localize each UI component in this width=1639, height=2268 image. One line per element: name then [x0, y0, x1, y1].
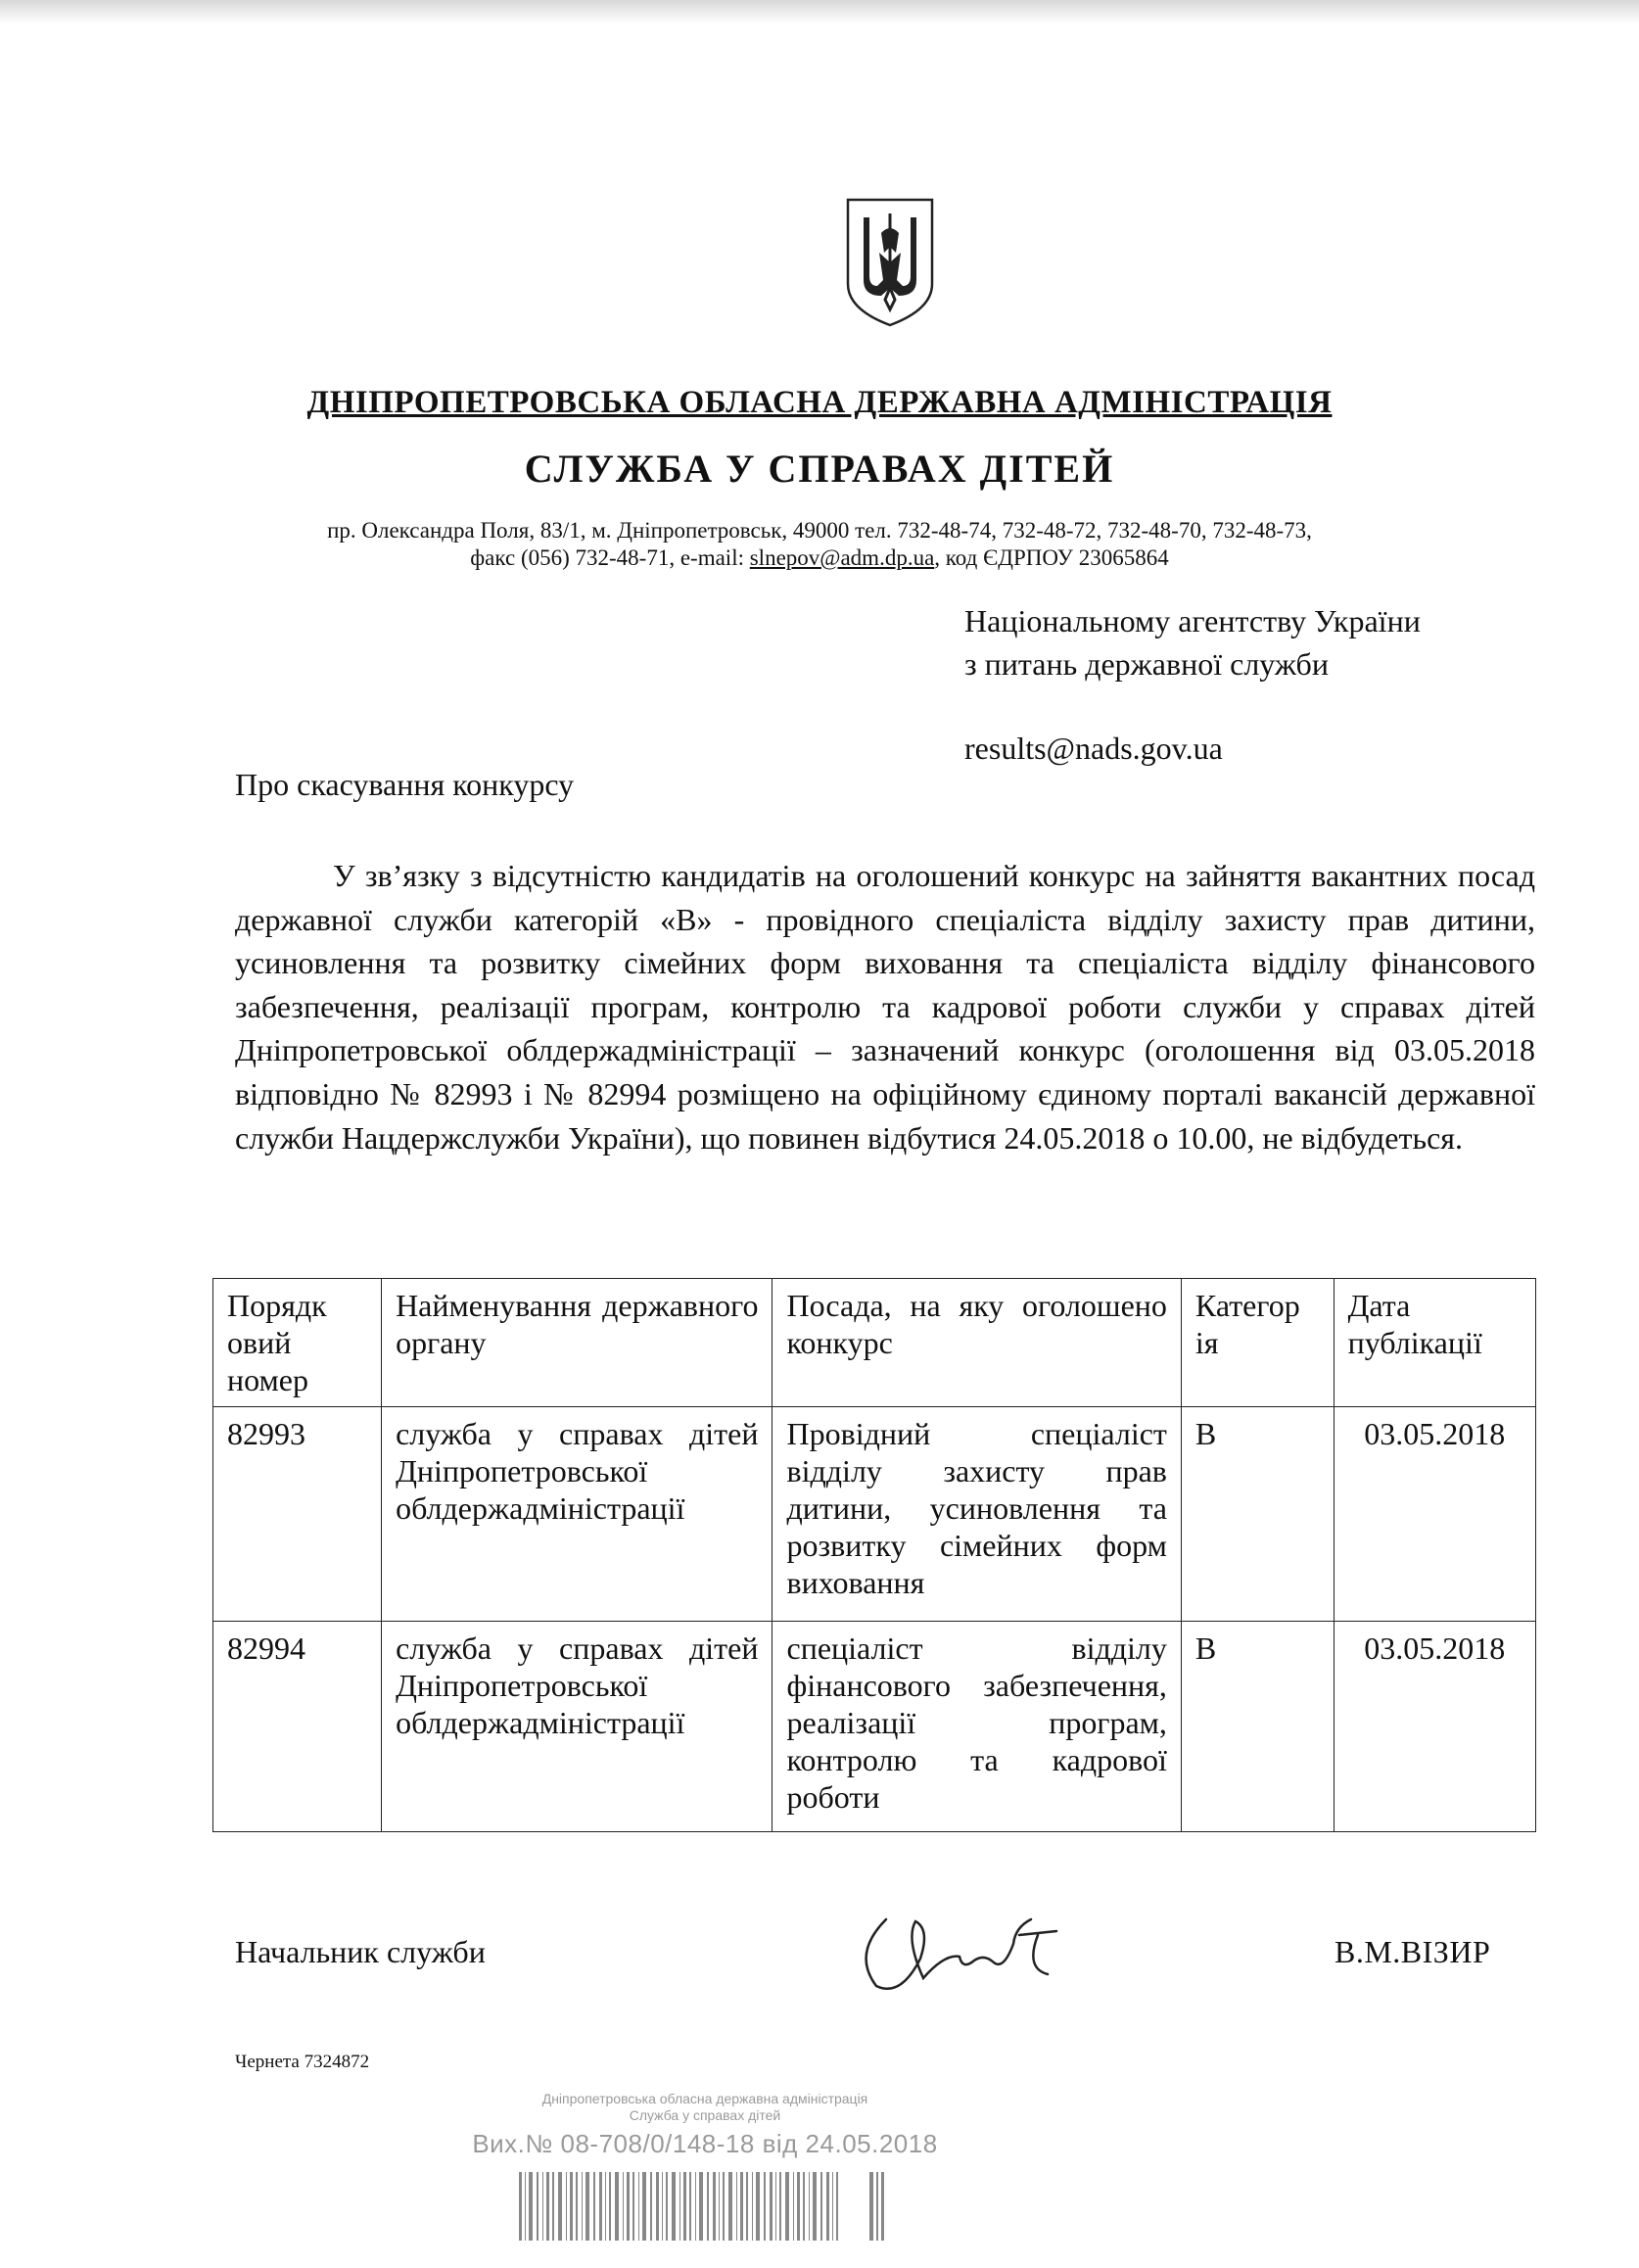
cell-position: спеціаліст відділу фінансового забезпечення, реалізації програм, контролю та кадрової роботи [773, 1622, 1181, 1832]
announcement-table [212, 1278, 1536, 1832]
stamp-line-2: Служба у справах дітей [629, 2107, 781, 2123]
body-paragraph: У зв’язку з відсутністю кандидатів на оголошений конкурс на зайняття вакантних посад державної служби категорій «В» - провідного спеціаліста відділу захисту прав дитини, усиновлення та розвитку сімейних форм виховання та спеціаліста відділу фінансового забезпечення, реалізації програм, контролю та кадрової роботи служби у справах дітей Дніпропетровської облдержадміністрації – зазначений конкурс (оголошення від 03.05.2018 відповідно № 82993 і № 82994 розміщено на офіційному єдиному порталі вакансій державної служби Нацдержслужби України), що повинен відбутися 24.05.2018 о 10.00, не відбудеться. [235, 858, 1535, 1156]
preparer-note: Чернета 7324872 [235, 2052, 370, 2072]
cell-date: 03.05.2018 [1334, 1622, 1535, 1832]
header-cell-position: Посада, на яку оголошено конкурс [773, 1279, 1181, 1407]
service-name: СЛУЖБА У СПРАВАХ ДІТЕЙ [524, 447, 1115, 491]
stamp-line-1: Дніпропетровська обласна державна адміністрація [541, 2091, 868, 2106]
recipient-line-2: з питань державної служби [964, 646, 1329, 682]
subject-line: Про скасування конкурсу [235, 767, 575, 802]
scan-edge [0, 0, 1639, 24]
address-line-2 [0, 544, 1639, 572]
header-cell-date: Дата публікації [1334, 1279, 1535, 1407]
cell-agency: служба у справах дітей Дніпропетровської облдержадміністрації [382, 1407, 773, 1622]
table-header-row [213, 1279, 1536, 1407]
cell-number: 82994 [213, 1622, 382, 1832]
cell-number: 82993 [213, 1407, 382, 1622]
organization-name: ДНІПРОПЕТРОВСЬКА ОБЛАСНА ДЕРЖАВНА АДМІНІСТРАЦІЯ [306, 385, 1333, 420]
cell-position: Провідний спеціаліст відділу захисту прав дитини, усиновлення та розвитку сімейних форм виховання [773, 1407, 1181, 1622]
address-block [0, 517, 1639, 572]
recipient-line-1: Національному агентству України [964, 603, 1421, 638]
coat-of-arms-icon [842, 194, 938, 331]
cell-category: В [1181, 1407, 1334, 1622]
header-cell-number: Порядк овий номер [213, 1279, 382, 1407]
signatory-name: В.М.ВІЗИР [1335, 1934, 1491, 1969]
letter-body [235, 854, 1535, 1159]
table-row [213, 1407, 1536, 1622]
cell-agency: служба у справах дітей Дніпропетровської облдержадміністрації [382, 1622, 773, 1832]
address-line-1: пр. Олександра Поля, 83/1, м. Дніпропетровськ, 49000 тел. 732-48-74, 732-48-72, 732-48-70, 732-48-73, [327, 518, 1312, 543]
cell-date: 03.05.2018 [1334, 1407, 1535, 1622]
recipient-email: results@nads.gov.ua [964, 731, 1223, 766]
handwritten-signature [847, 1900, 1072, 2008]
registration-stamp [460, 2086, 950, 2262]
cell-category: В [1181, 1622, 1334, 1832]
address-suffix: , код ЄДРПОУ 23065864 [934, 545, 1169, 570]
recipient-block [964, 599, 1421, 685]
barcode-icon [519, 2172, 891, 2241]
address-email-link[interactable]: slnepov@adm.dp.ua [749, 545, 935, 570]
stamp-line-3: Вих.№ 08-708/0/148-18 від 24.05.2018 [472, 2129, 938, 2158]
header-cell-agency: Найменування державного органу [382, 1279, 773, 1407]
signatory-role: Начальник служби [235, 1934, 486, 1969]
address-prefix: факс (056) 732-48-71, e-mail: [470, 545, 750, 570]
header-cell-category: Категор ія [1181, 1279, 1334, 1407]
table-row [213, 1622, 1536, 1832]
